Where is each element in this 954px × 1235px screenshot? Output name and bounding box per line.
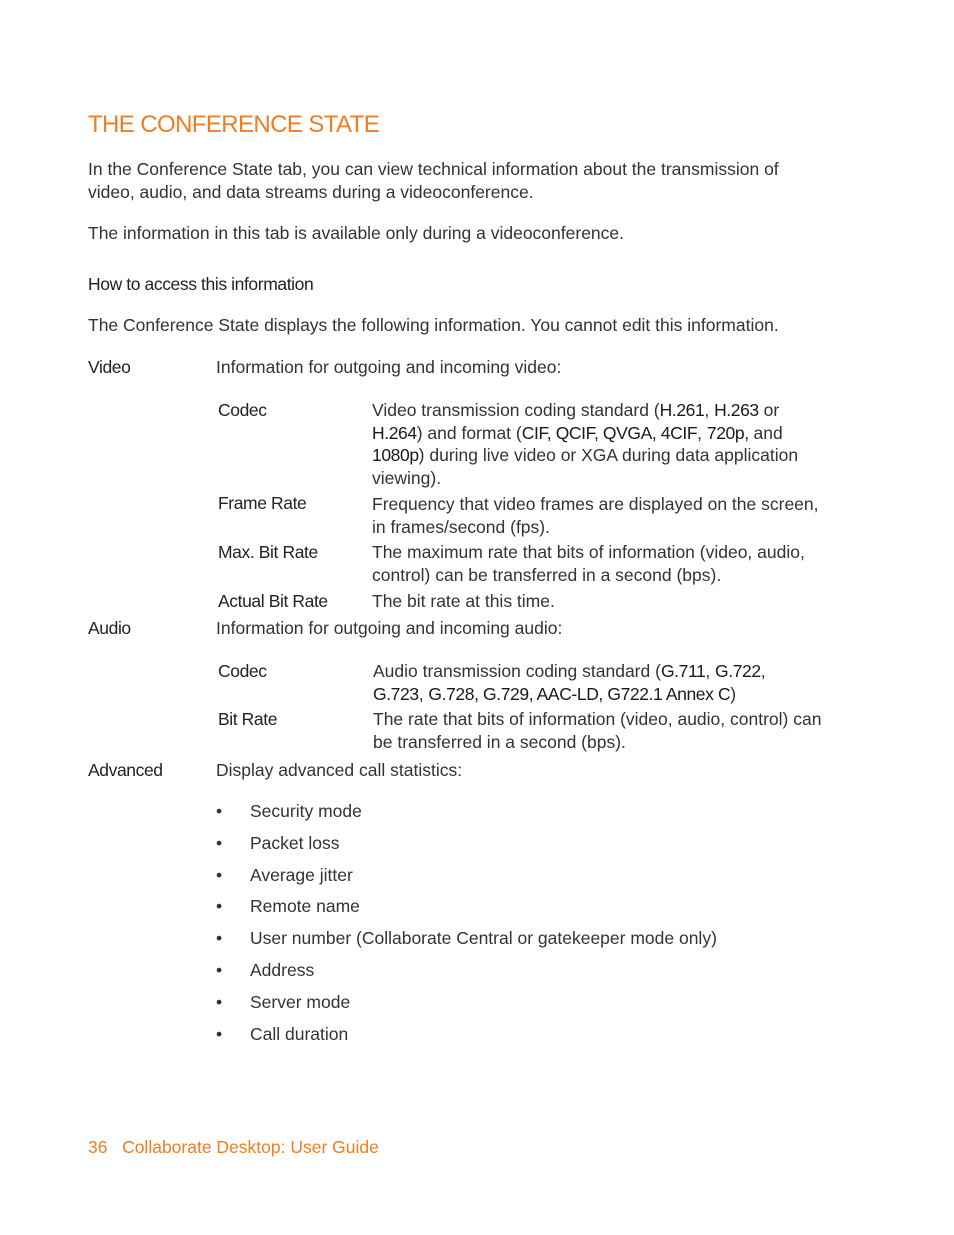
frame-rate-description: Frequency that video frames are displayed on the screen, in frames/second (fps).	[372, 494, 819, 537]
video-codec-term: Codec	[218, 400, 267, 420]
bullet-icon: •	[216, 960, 223, 980]
video-codec-description: Video transmission coding standard (H.261, H.263 or H.264) and format (CIF, QCIF, QVGA, 4CIF, 720p, and 1080p) during live video or XGA during data application viewing).	[372, 400, 799, 488]
frame-rate-term: Frame Rate	[218, 493, 307, 513]
audio-codec-description: Audio transmission coding standard (G.711, G.722, G.723, G.728, G.729, AAC-LD, G722.1 Annex C)	[373, 661, 766, 704]
video-term: Video	[88, 357, 131, 377]
list-item: • Call duration	[216, 1024, 349, 1044]
advanced-term: Advanced	[88, 760, 163, 780]
page-title: THE CONFERENCE STATE	[88, 111, 380, 138]
display-note: The Conference State displays the following information. You cannot edit this information.	[88, 315, 779, 335]
section-heading: How to access this information	[88, 274, 314, 294]
list-item: • User number (Collaborate Central or gatekeeper mode only)	[216, 928, 717, 948]
bullet-icon: •	[216, 992, 223, 1012]
actual-bit-rate-description: The bit rate at this time.	[372, 591, 555, 611]
advanced-description: Display advanced call statistics:	[216, 760, 463, 780]
audio-bit-rate-description: The rate that bits of information (video, audio, control) can be transferred in a second (bps).	[373, 709, 822, 752]
list-item: • Security mode	[216, 801, 362, 821]
availability-note: The information in this tab is available only during a videoconference.	[88, 223, 625, 243]
page-footer	[88, 1137, 379, 1158]
video-description: Information for outgoing and incoming video:	[216, 357, 562, 377]
audio-term: Audio	[88, 618, 131, 638]
list-item: • Server mode	[216, 992, 351, 1012]
bullet-icon: •	[216, 896, 223, 916]
page-number: 36	[88, 1137, 108, 1157]
list-item: • Address	[216, 960, 315, 980]
guide-title: Collaborate Desktop: User Guide	[122, 1137, 379, 1157]
list-item: • Remote name	[216, 896, 360, 916]
list-item: • Average jitter	[216, 865, 353, 885]
actual-bit-rate-term: Actual Bit Rate	[218, 591, 328, 611]
bullet-icon: •	[216, 1024, 223, 1044]
list-item: • Packet loss	[216, 833, 340, 853]
bullet-icon: •	[216, 865, 223, 885]
audio-description: Information for outgoing and incoming audio:	[216, 618, 563, 638]
max-bit-rate-term: Max. Bit Rate	[218, 542, 318, 562]
max-bit-rate-description: The maximum rate that bits of information (video, audio, control) can be transferred in a second (bps).	[372, 542, 805, 585]
bullet-icon: •	[216, 833, 223, 853]
intro-line-2: video, audio, and data streams during a videoconference.	[88, 182, 534, 202]
intro-paragraph	[88, 158, 868, 204]
audio-codec-term: Codec	[218, 661, 267, 681]
bullet-icon: •	[216, 801, 223, 821]
bullet-icon: •	[216, 928, 223, 948]
audio-bit-rate-term: Bit Rate	[218, 709, 278, 729]
intro-line-1: In the Conference State tab, you can view technical information about the transmission of	[88, 159, 779, 179]
